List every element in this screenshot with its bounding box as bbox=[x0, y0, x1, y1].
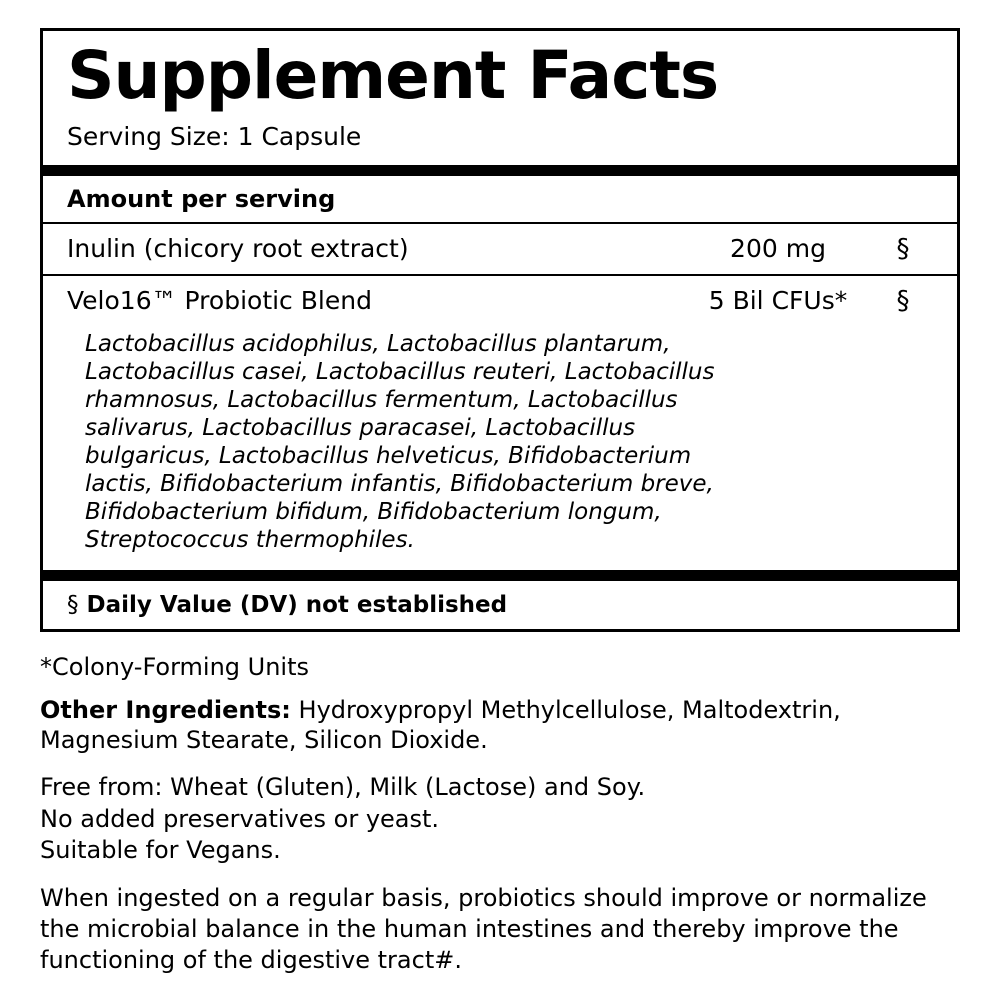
nutrient-name: Velo16™ Probiotic Blend bbox=[67, 285, 372, 315]
nutrient-daily-value: § bbox=[896, 285, 910, 316]
divider-thick-top bbox=[43, 165, 957, 176]
amount-per-serving-header: Amount per serving bbox=[67, 184, 336, 213]
nutrient-amount: 200 mg bbox=[730, 233, 826, 263]
nutrient-row-probiotic-blend bbox=[43, 276, 957, 326]
daily-value-text: Daily Value (DV) not established bbox=[86, 591, 508, 618]
nutrient-amount: 5 Bil CFUs* bbox=[708, 285, 848, 315]
daily-value-symbol: § bbox=[67, 591, 79, 618]
nutrient-row-inulin bbox=[43, 224, 957, 274]
nutrient-name: Inulin (chicory root extract) bbox=[67, 233, 409, 263]
other-ingredients bbox=[40, 695, 920, 772]
daily-value-footnote bbox=[43, 581, 957, 629]
divider-thick-bottom bbox=[43, 570, 957, 581]
free-from-line-3: Suitable for Vegans. bbox=[40, 836, 281, 865]
free-from-block bbox=[40, 772, 960, 883]
cfu-footnote: *Colony-Forming Units bbox=[40, 652, 310, 681]
other-ingredients-value: Hydroxypropyl Methylcellulose, Maltodextrin, Magnesium Stearate, Silicon Dioxide. bbox=[40, 695, 841, 755]
probiotic-strain-list: Lactobacillus acidophilus, Lactobacillus plantarum, Lactobacillus casei, Lactobacillus reuteri, Lactobacillus rhamnosus, Lactobacillus fermentum, Lactobacillus salivarus, Lactobacillus paracasei, Lactobacillus bulgaricus, Lactobacillus helveticus, Bifidobacterium lactis, Bifidobacterium infantis, Bifidobacterium breve, Bifidobacterium bifidum, Bifidobacterium longum, Streptococcus thermophiles. bbox=[85, 330, 715, 553]
nutrient-daily-value: § bbox=[896, 233, 910, 264]
closing-statement: When ingested on a regular basis, probiotics should improve or normalize the microbial balance in the human intestines and thereby improve the functioning of the digestive tract#. bbox=[40, 884, 927, 974]
panel-title: Supplement Facts bbox=[67, 37, 719, 114]
footnotes-section bbox=[40, 632, 960, 975]
serving-size: Serving Size: 1 Capsule bbox=[67, 122, 362, 151]
free-from-line-1: Free from: Wheat (Gluten), Milk (Lactose) and Soy. bbox=[40, 773, 646, 802]
supplement-facts-panel bbox=[40, 28, 960, 632]
other-ingredients-label: Other Ingredients: bbox=[40, 695, 291, 724]
free-from-line-2: No added preservatives or yeast. bbox=[40, 804, 440, 833]
